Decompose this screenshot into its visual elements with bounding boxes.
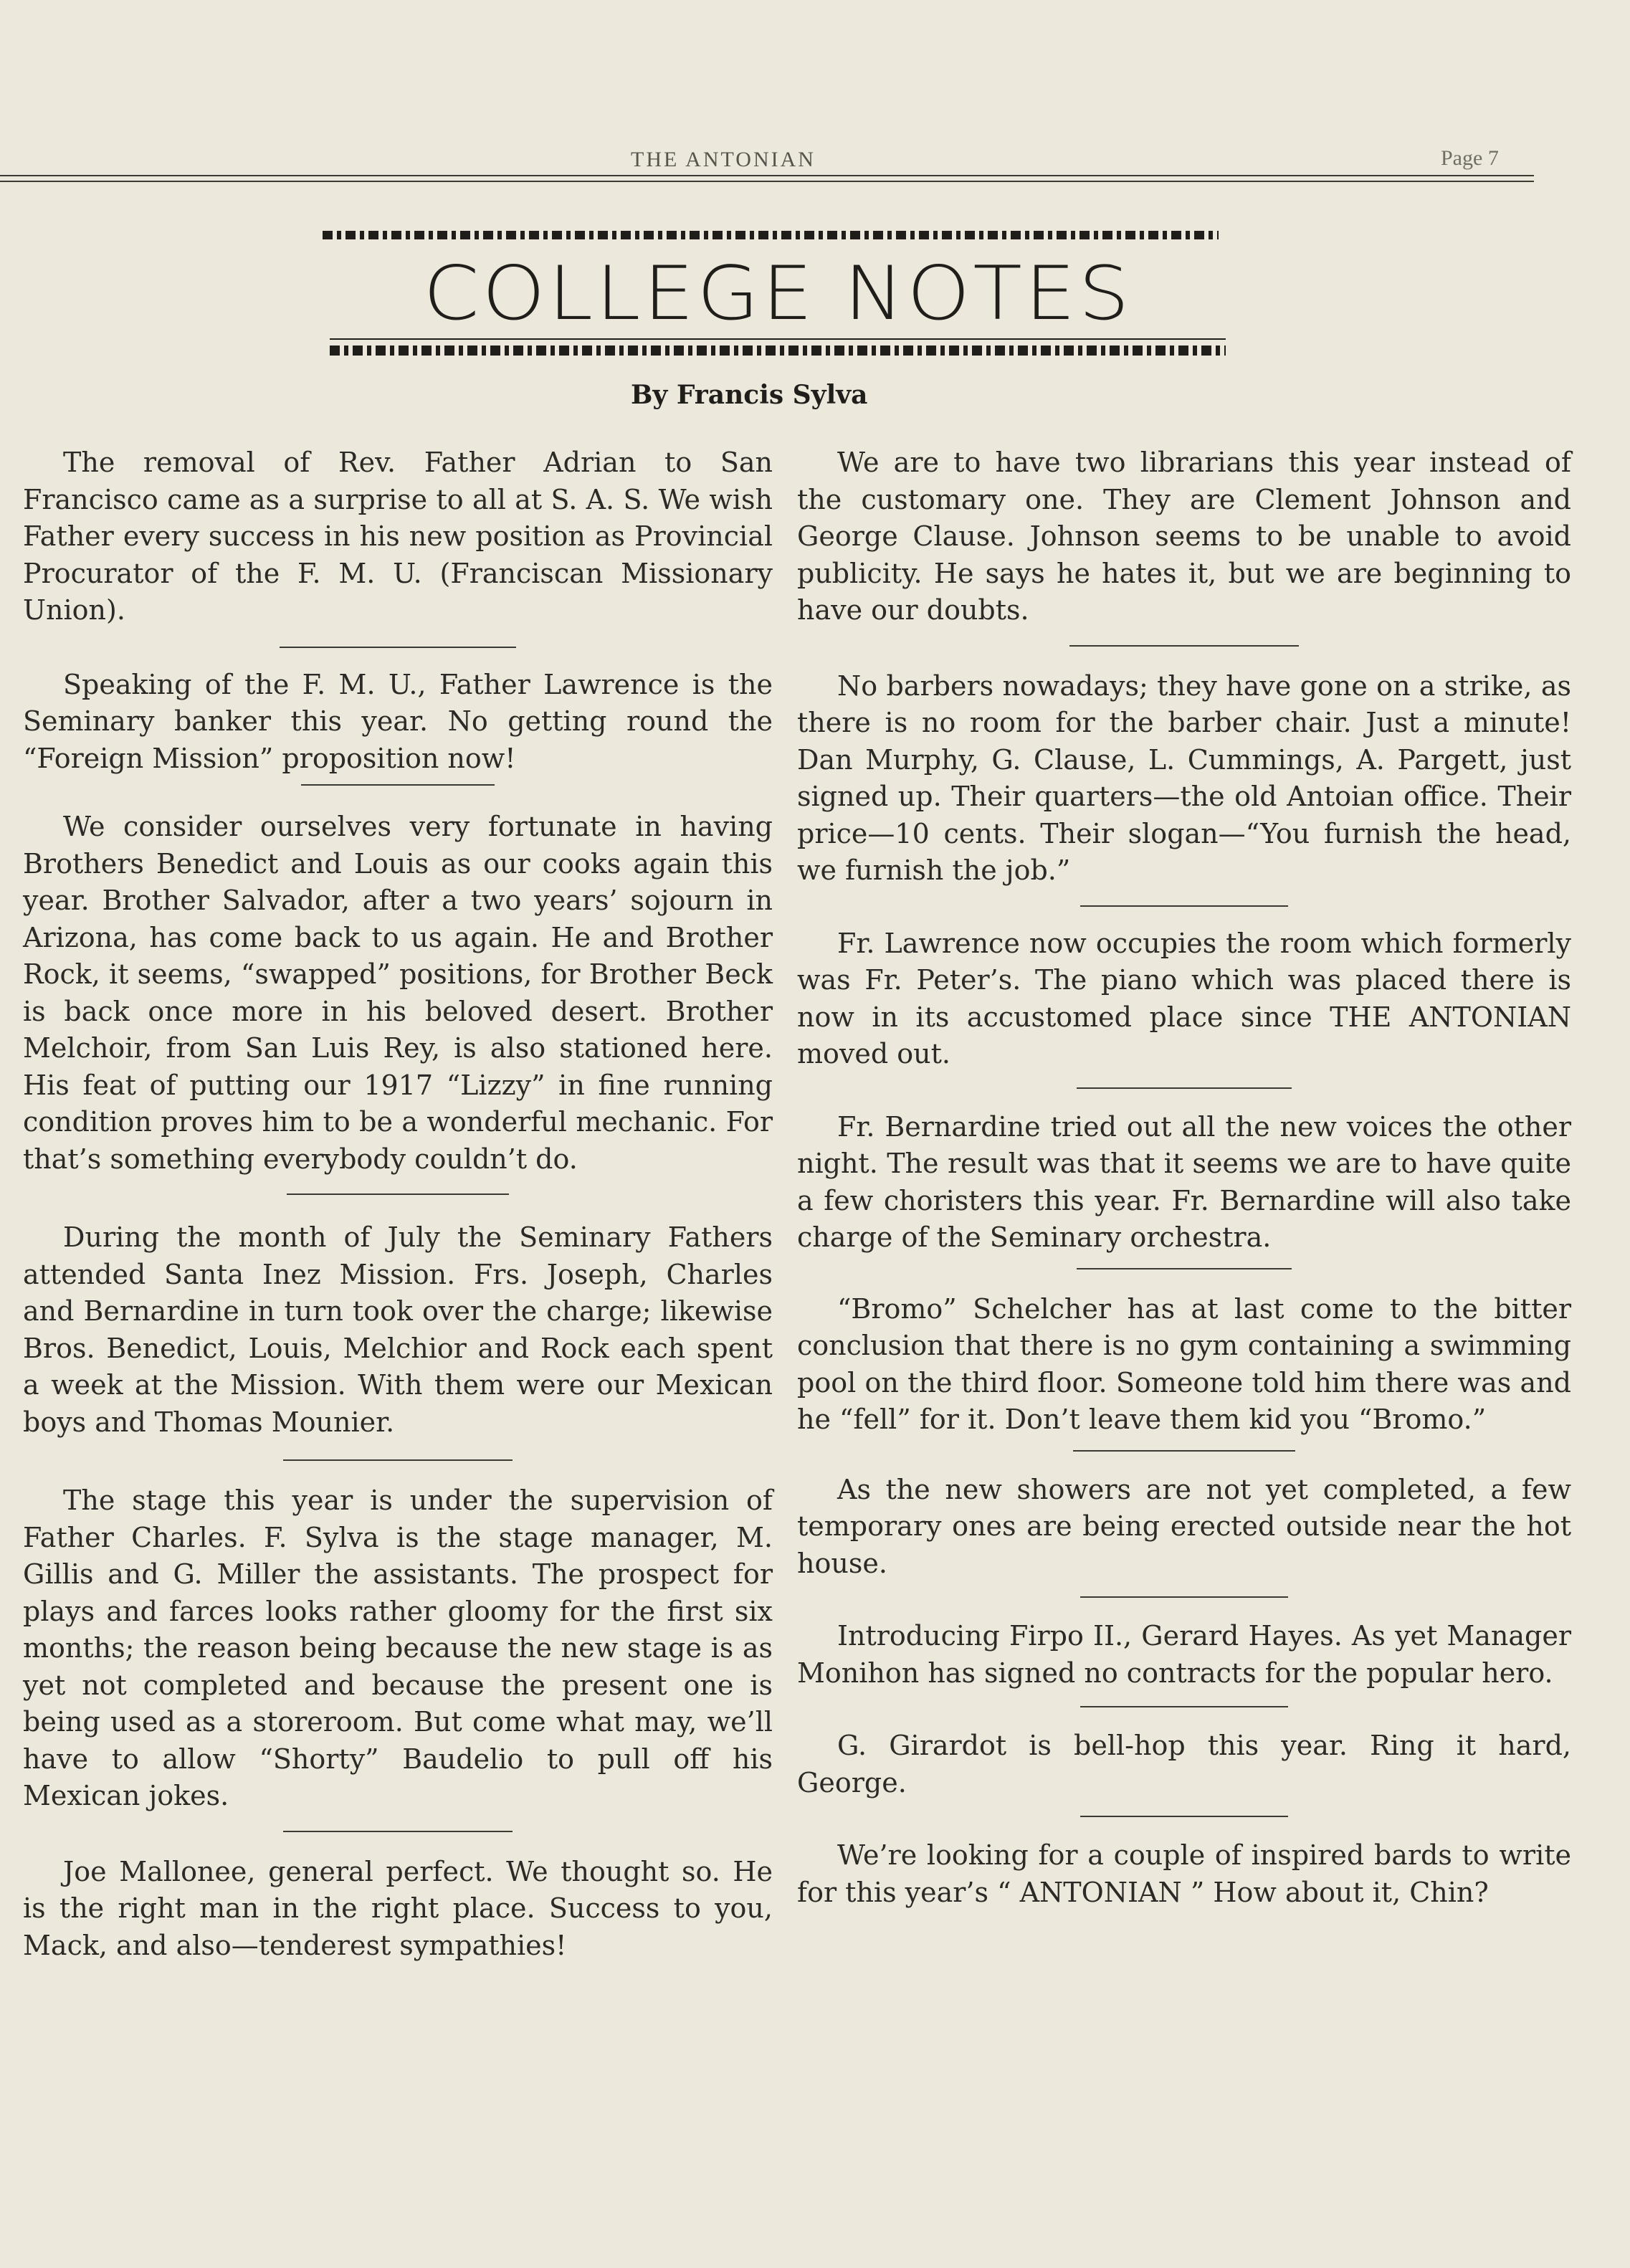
item-divider xyxy=(280,647,516,648)
masthead-rule xyxy=(330,338,1226,340)
news-item: We’re looking for a couple of inspired bards to write for this year’s “ ANTONIAN ” How about it, Chin? xyxy=(797,1839,1571,1908)
item-divider xyxy=(301,784,495,786)
news-item: No barbers nowadays; they have gone on a strike, as there is no room for the barber chair. Just a minute! Dan Murphy, G. Clause, L. Cummings, A. Pargett, just signed up. Their quarters—the old Antoian office. Their price—10 cents. Their slogan—“You furnish the head, we furnish the job.” xyxy=(797,670,1571,886)
page-number: Page 7 xyxy=(1441,146,1499,170)
news-item: “Bromo” Schelcher has at last come to the bitter conclusion that there is no gym containing a swimming pool on the third floor. Someone told him there was and he “fell” for it. Don’t leave them kid you “Bromo.” xyxy=(797,1292,1571,1435)
item-divider xyxy=(283,1831,513,1832)
item-divider xyxy=(1080,1596,1288,1598)
item-divider xyxy=(1080,1816,1288,1817)
item-divider xyxy=(1073,1450,1295,1452)
item-divider xyxy=(1080,905,1288,907)
masthead-ornament-bottom xyxy=(330,346,1226,356)
item-divider xyxy=(287,1193,509,1195)
byline: By Francis Sylva xyxy=(631,380,868,410)
news-item: The removal of Rev. Father Adrian to San Francisco came as a surprise to all at S. A. S. We wish Father every success in his new position as Provincial Procurator of the F. M. U. (Franciscan Missionary Union). xyxy=(23,447,773,626)
news-item: Speaking of the F. M. U., Father Lawrence is the Seminary banker this year. No getting round the “Foreign Mission” proposition now! xyxy=(23,668,773,774)
header-rule xyxy=(0,175,1534,176)
item-divider xyxy=(1077,1268,1292,1269)
running-header xyxy=(0,143,1541,181)
right-column xyxy=(797,444,1571,1911)
item-divider xyxy=(283,1459,513,1461)
masthead-ornament-top xyxy=(323,231,1219,239)
news-item: Fr. Bernardine tried out all the new voices the other night. The result was that it seems we are to have quite a few choristers this year. Fr. Bernardine will also take charge of the Seminary orchestra. xyxy=(797,1110,1571,1253)
publication-title: THE ANTONIAN xyxy=(631,148,816,171)
news-item: As the new showers are not yet completed, a few temporary ones are being erected outside near the hot house. xyxy=(797,1473,1571,1579)
news-item: G. Girardot is bell-hop this year. Ring it hard, George. xyxy=(797,1730,1571,1798)
item-divider xyxy=(1069,645,1299,647)
header-rule xyxy=(0,181,1534,182)
news-item: We are to have two librarians this year instead of the customary one. They are Clement Johnson and George Clause. Johnson seems to be unable to avoid publicity. He says he hates it, but we are beginning to have our doubts. xyxy=(797,447,1571,626)
news-item: Joe Mallonee, general perfect. We thought so. He is the right man in the right place. Success to you, Mack, and also—tenderest sympathies! xyxy=(23,1855,773,1961)
item-divider xyxy=(1077,1087,1292,1089)
section-title: COLLEGE NOTES xyxy=(423,251,1133,337)
news-item: Introducing Firpo II., Gerard Hayes. As yet Manager Monihon has signed no contracts for the popular hero. xyxy=(797,1620,1571,1689)
news-item: We consider ourselves very fortunate in having Brothers Benedict and Louis as our cooks again this year. Brother Salvador, after a two years’ sojourn in Arizona, has come back to us again. He and Brother Rock, it seems, “swapped” positions, for Brother Beck is back once more in his beloved desert. Brother Melchoir, from San Luis Rey, is also stationed here. His feat of putting our 1917 “Lizzy” in fine running condition proves him to be a wonderful mechanic. For that’s something everybody couldn’t do. xyxy=(23,811,773,1175)
news-item: Fr. Lawrence now occupies the room which formerly was Fr. Peter’s. The piano which was placed there is now in its accustomed place since THE ANTONIAN moved out. xyxy=(797,927,1571,1069)
item-divider xyxy=(1080,1706,1288,1707)
news-item: During the month of July the Seminary Fathers attended Santa Inez Mission. Frs. Joseph, Charles and Bernardine in turn took over the charge; likewise Bros. Benedict, Louis, Melchior and Rock each spent a week at the Mission. With them were our Mexican boys and Thomas Mounier. xyxy=(23,1221,773,1438)
left-column xyxy=(23,444,773,1964)
news-item: The stage this year is under the supervision of Father Charles. F. Sylva is the stage manager, M. Gillis and G. Miller the assistants. The prospect for plays and farces looks rather gloomy for the first six months; the reason being because the new stage is as yet not completed and because the present one is being used as a storeroom. But come what may, we’ll have to allow “Shorty” Baudelio to pull off his Mexican jokes. xyxy=(23,1485,773,1811)
